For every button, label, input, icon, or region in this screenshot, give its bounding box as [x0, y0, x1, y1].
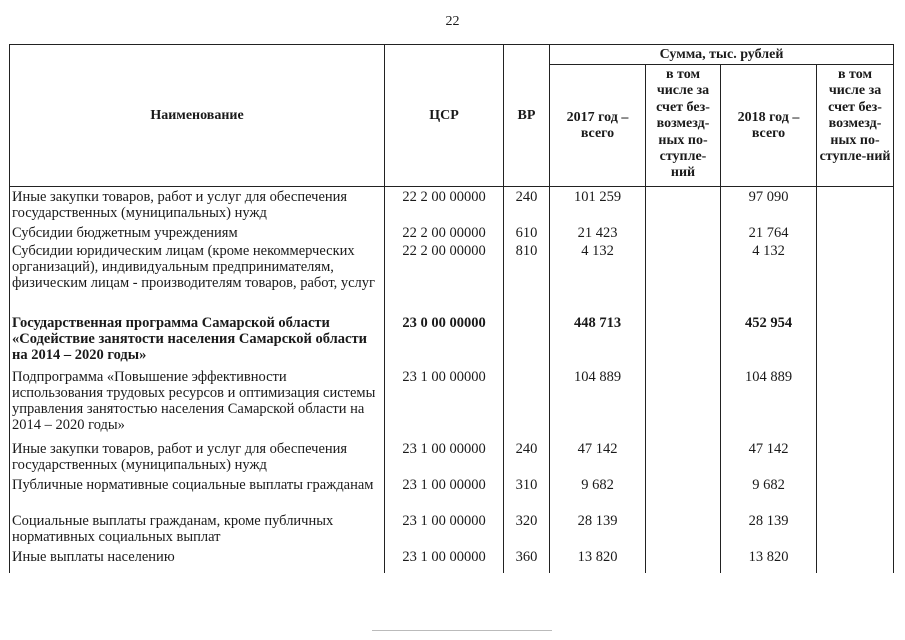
- row-name: Подпрограмма «Повышение эффективности использования трудовых ресурсов и оптимизация системы управления занятостью населения Самарской области на 2014 – 2020 годы»: [10, 369, 385, 441]
- row-grant-2017: [646, 315, 721, 369]
- row-name: Субсидии юридическим лицам (кроме некоммерческих организаций), индивидуальным предпринимателям, физическим лицам - производителям товаров, работ, услуг: [10, 243, 385, 315]
- row-vr: 240: [504, 441, 550, 477]
- row-grant-2017: [646, 187, 721, 226]
- header-2017-total: 2017 год – всего: [550, 65, 646, 187]
- row-sum-2018: 47 142: [721, 441, 817, 477]
- row-vr: 240: [504, 187, 550, 226]
- table-row: [10, 513, 894, 549]
- row-vr: 320: [504, 513, 550, 549]
- table-row: [10, 369, 894, 441]
- header-sum-group: Сумма, тыс. рублей: [550, 45, 894, 65]
- header-vr: ВР: [504, 45, 550, 187]
- table-row: [10, 441, 894, 477]
- row-vr: 610: [504, 225, 550, 243]
- row-sum-2018: 9 682: [721, 477, 817, 513]
- header-2018-total: 2018 год – всего: [721, 65, 817, 187]
- row-sum-2017: 47 142: [550, 441, 646, 477]
- row-name: Иные закупки товаров, работ и услуг для обеспечения государственных (муниципальных) нужд: [10, 441, 385, 477]
- row-sum-2018: 4 132: [721, 243, 817, 315]
- row-vr: 810: [504, 243, 550, 315]
- row-sum-2018: 21 764: [721, 225, 817, 243]
- row-vr: 360: [504, 549, 550, 573]
- row-sum-2017: 101 259: [550, 187, 646, 226]
- row-grant-2018: [817, 243, 894, 315]
- table-row: [10, 549, 894, 573]
- row-csr: 23 1 00 00000: [385, 441, 504, 477]
- row-grant-2018: [817, 549, 894, 573]
- footer-rule: [372, 630, 552, 631]
- row-csr: 22 2 00 00000: [385, 243, 504, 315]
- row-grant-2018: [817, 225, 894, 243]
- row-grant-2017: [646, 225, 721, 243]
- row-csr: 23 1 00 00000: [385, 369, 504, 441]
- header-name: Наименование: [10, 45, 385, 187]
- row-csr: 23 0 00 00000: [385, 315, 504, 369]
- row-csr: 22 2 00 00000: [385, 225, 504, 243]
- row-csr: 23 1 00 00000: [385, 477, 504, 513]
- header-csr: ЦСР: [385, 45, 504, 187]
- row-name: Социальные выплаты гражданам, кроме публичных нормативных социальных выплат: [10, 513, 385, 549]
- row-sum-2018: 13 820: [721, 549, 817, 573]
- row-name: Иные закупки товаров, работ и услуг для обеспечения государственных (муниципальных) нужд: [10, 187, 385, 226]
- header-2018-grants: в том числе за счет без-возмезд-ных по-ступле-ний: [817, 65, 894, 187]
- table-row: [10, 225, 894, 243]
- row-grant-2017: [646, 243, 721, 315]
- row-vr: [504, 369, 550, 441]
- row-grant-2018: [817, 315, 894, 369]
- table-row: [10, 187, 894, 226]
- table-row: [10, 243, 894, 315]
- row-name: Иные выплаты населению: [10, 549, 385, 573]
- budget-table: [9, 44, 894, 573]
- row-grant-2017: [646, 549, 721, 573]
- row-grant-2018: [817, 441, 894, 477]
- row-sum-2017: 104 889: [550, 369, 646, 441]
- row-grant-2017: [646, 477, 721, 513]
- row-grant-2018: [817, 477, 894, 513]
- row-sum-2018: 104 889: [721, 369, 817, 441]
- row-grant-2018: [817, 513, 894, 549]
- row-grant-2017: [646, 513, 721, 549]
- row-sum-2018: 97 090: [721, 187, 817, 226]
- table-row: [10, 477, 894, 513]
- row-csr: 22 2 00 00000: [385, 187, 504, 226]
- row-name: Публичные нормативные социальные выплаты гражданам: [10, 477, 385, 513]
- row-sum-2018: 28 139: [721, 513, 817, 549]
- row-grant-2017: [646, 441, 721, 477]
- row-name: Государственная программа Самарской области «Содействие занятости населения Самарской области на 2014 – 2020 годы»: [10, 315, 385, 369]
- table-row: [10, 315, 894, 369]
- row-sum-2018: 452 954: [721, 315, 817, 369]
- row-sum-2017: 28 139: [550, 513, 646, 549]
- row-csr: 23 1 00 00000: [385, 513, 504, 549]
- row-csr: 23 1 00 00000: [385, 549, 504, 573]
- header-2017-grants: в том числе за счет без-возмезд-ных по-ступле-ний: [646, 65, 721, 187]
- row-sum-2017: 9 682: [550, 477, 646, 513]
- row-sum-2017: 21 423: [550, 225, 646, 243]
- row-sum-2017: 448 713: [550, 315, 646, 369]
- page-number: 22: [445, 14, 460, 29]
- row-grant-2018: [817, 187, 894, 226]
- row-vr: [504, 315, 550, 369]
- row-sum-2017: 13 820: [550, 549, 646, 573]
- row-name: Субсидии бюджетным учреждениям: [10, 225, 385, 243]
- row-vr: 310: [504, 477, 550, 513]
- row-grant-2018: [817, 369, 894, 441]
- row-grant-2017: [646, 369, 721, 441]
- row-sum-2017: 4 132: [550, 243, 646, 315]
